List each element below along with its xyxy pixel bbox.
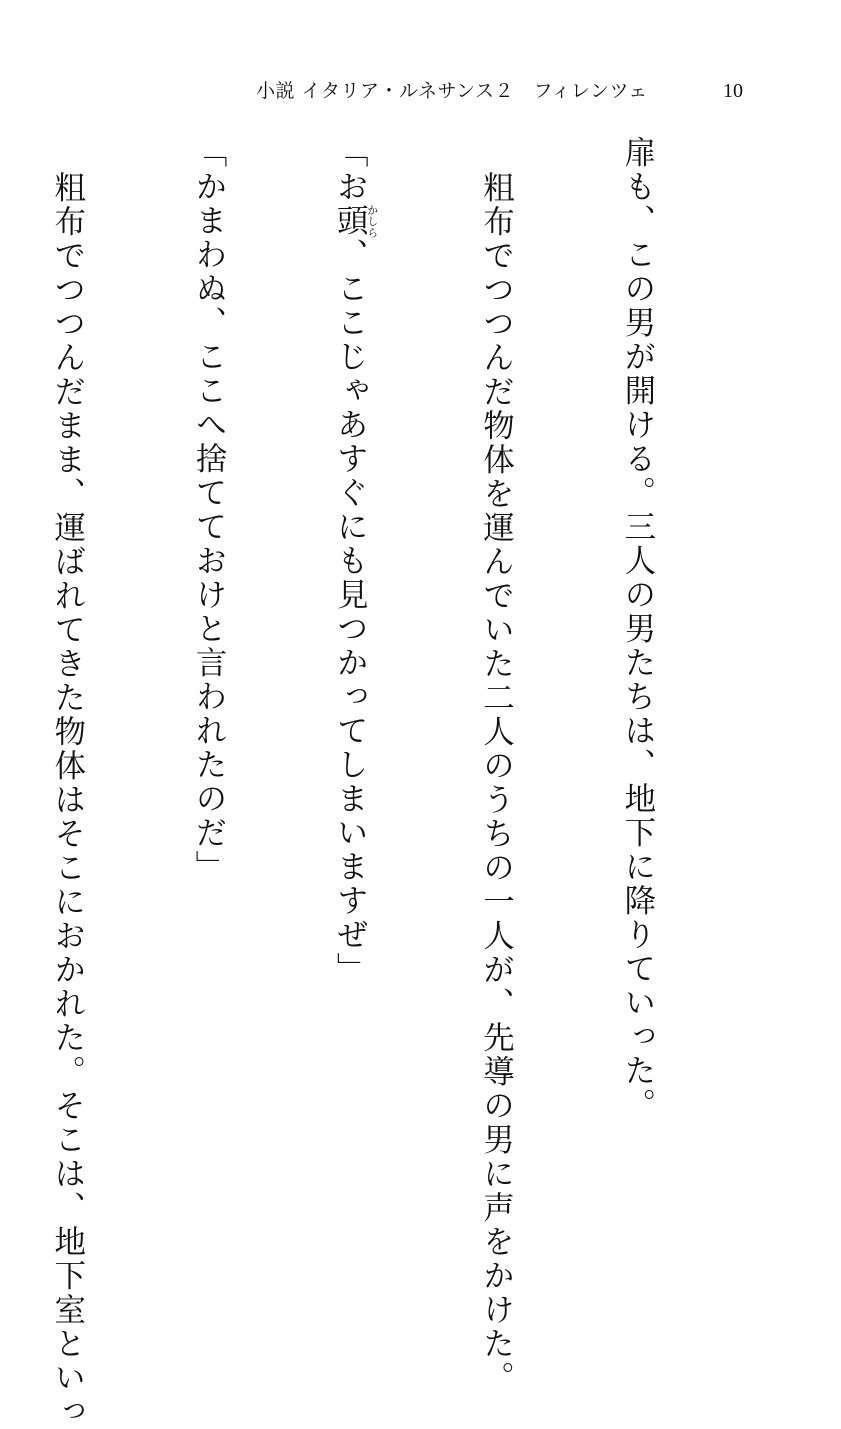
text-line-2: 粗布でつつんだ物体を運んでいた二人のうちの一人が、先導の男に声をかけた。: [478, 171, 515, 1395]
ruby-kashira: 頭かしら: [332, 204, 379, 238]
text-line-3: 「お頭かしら、ここじゃあすぐにも見つかってしまいますぜ」: [332, 136, 379, 986]
running-title: 小説 イタリア・ルネサンス２ フィレンツェ: [256, 80, 648, 102]
vertical-text-body: [49, 136, 755, 1429]
text-line-1: 扉も、この男が開ける。三人の男たちは、地下に降りていった。: [619, 136, 656, 1122]
text-line-5: 粗布でつつんだまま、運ばれてきた物体はそこにおかれた。そこは、地下室といっ: [49, 171, 86, 1429]
page-number: 10: [723, 80, 743, 102]
text-line-4: 「かまわぬ、ここへ捨てておけと言われたのだ」: [190, 136, 227, 884]
running-head: [0, 76, 841, 106]
